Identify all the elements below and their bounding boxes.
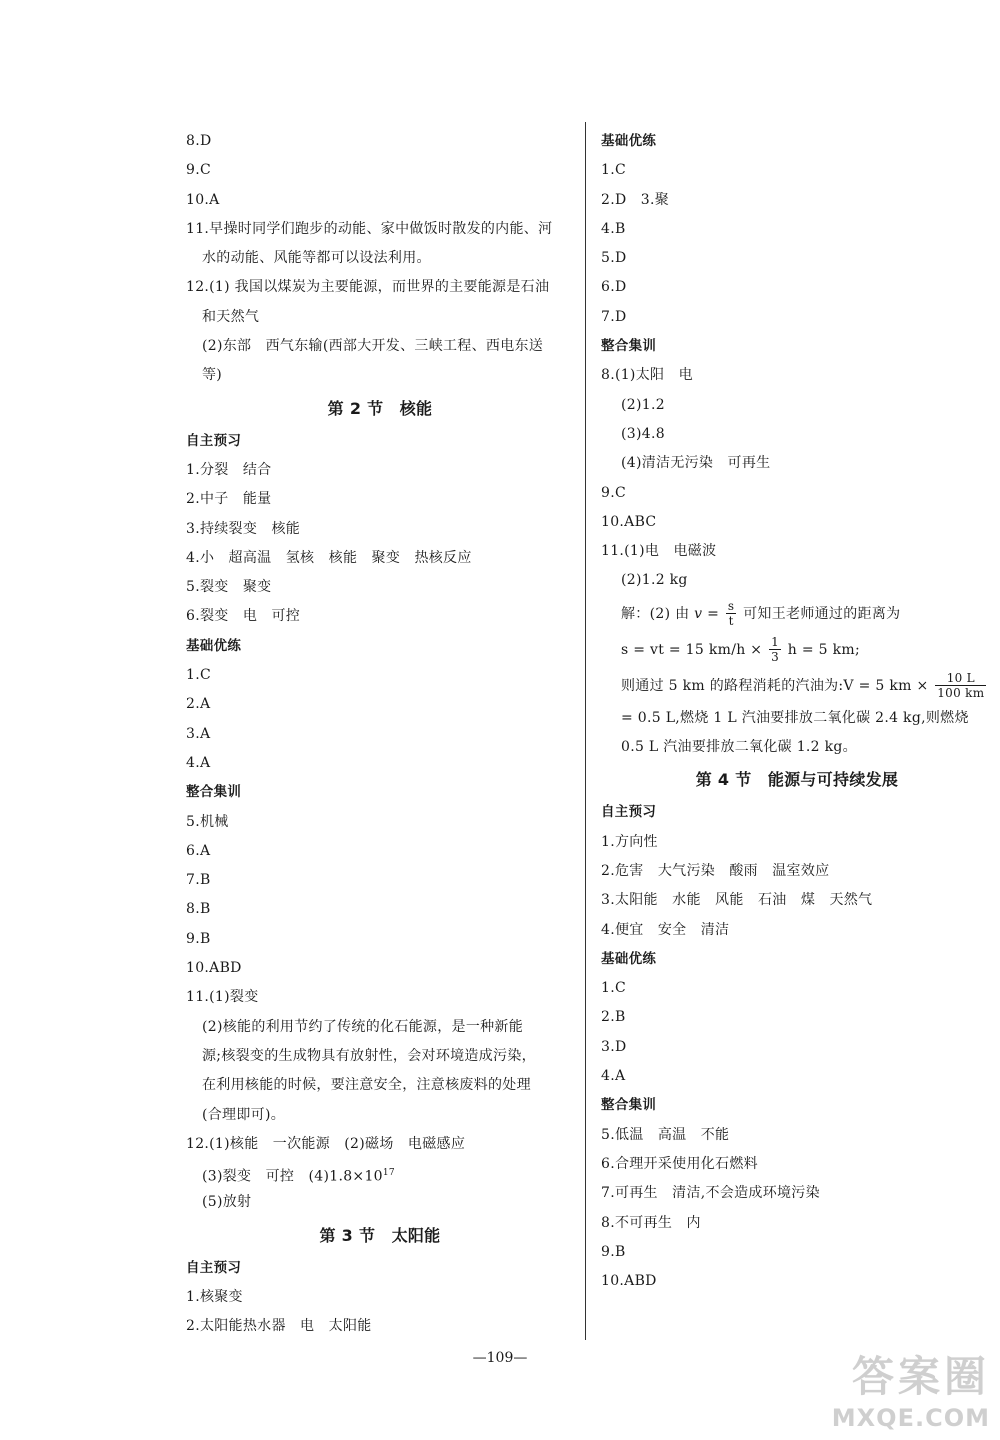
answer-line: 2.太阳能热水器 电 太阳能 [186,1318,372,1335]
subsection-heading: 自主预习 [601,804,657,821]
solution-text: h = 5 km; [783,641,860,658]
left-column [186,127,574,1342]
answer-line: (5)放射 [202,1194,252,1211]
fraction-numerator: s [727,599,735,614]
answer-line: 12.(1) 我国以煤炭为主要能源，而世界的主要能源是石油 [186,279,550,296]
answer-line: 5.D [601,250,627,267]
answer-line: 1.C [186,667,211,684]
fraction [935,671,986,700]
answer-line: 2.危害 大气污染 酸雨 温室效应 [601,862,830,879]
subsection-heading: 基础优练 [601,950,657,967]
subsection-heading: 整合集训 [186,784,242,801]
answer-line: 3.太阳能 水能 风能 石油 煤 天然气 [601,892,873,909]
answer-line: 5.低温 高温 不能 [601,1126,730,1143]
watermark-url: MXQE.COM [831,1404,990,1432]
column-divider [585,122,586,1340]
answer-line: 10.ABC [601,513,657,530]
solution-text: s = vt = 15 km/h × [621,641,763,658]
answer-line: 6.裂变 电 可控 [186,608,301,625]
answer-line: 9.B [186,930,211,947]
answer-line: 2.A [186,696,211,713]
answer-line: 1.分裂 结合 [186,461,272,478]
answer-line: 2.D 3.聚 [601,191,670,208]
answer-line: 源;核裂变的生成物具有放射性，会对环境造成污染， [202,1047,536,1064]
answer-line: 5.裂变 聚变 [186,579,272,596]
section-title: 第 2 节 核能 [327,398,433,418]
formula-text: v = [694,605,720,622]
answer-line: 和天然气 [202,308,260,325]
answer-line: 4.便宜 安全 清洁 [601,921,730,938]
answer-line: 9.B [601,1243,626,1260]
subsection-heading: 自主预习 [186,1259,242,1276]
section-title: 第 4 节 能源与可持续发展 [695,770,899,790]
solution-line: = 0.5 L,燃烧 1 L 汽油要排放二氧化碳 2.4 kg,则燃烧 [621,709,969,726]
fraction-denominator: 100 km [937,686,985,701]
answer-line: (2)1.2 kg [621,572,688,589]
answer-line: (合理即可)。 [202,1106,286,1123]
solution-text: 可知王老师通过的距离为 [738,605,901,622]
answer-line: 1.核聚变 [186,1288,243,1305]
answer-line: 12.(1)核能 一次能源 (2)磁场 电磁感应 [186,1135,466,1152]
answer-line: 10.A [186,191,220,208]
answer-line: 1.方向性 [601,833,658,850]
answer-line: (2)东部 西气东输(西部大开发、三峡工程、西电东送 [202,338,544,355]
fraction-numerator: 1 [771,635,780,650]
answer-text: (3)裂变 可控 (4)1.8×10 [202,1168,383,1185]
section-title: 第 3 节 太阳能 [319,1225,441,1245]
answer-line: 2.B [601,1009,626,1026]
answer-line: 10.ABD [601,1273,657,1290]
answer-line: 4.B [601,220,626,237]
solution-text: 则通过 5 km 的路程消耗的汽油为:V = 5 km × [621,677,929,694]
fraction-denominator: t [728,614,734,629]
answer-line: 7.D [601,308,627,325]
answer-line: 11.(1)裂变 [186,989,259,1006]
answer-line: 2.中子 能量 [186,491,272,508]
subsection-heading: 整合集训 [601,1097,657,1114]
answer-line: 9.C [601,484,626,501]
answer-line: 3.持续裂变 核能 [186,520,301,537]
answer-line: 8.B [186,901,211,918]
answer-line: 10.ABD [186,960,242,977]
answer-line: 8.(1)太阳 电 [601,367,693,384]
subsection-heading: 整合集训 [601,338,657,355]
answer-line: (4)清洁无污染 可再生 [621,455,771,472]
answer-line: 4.A [186,754,211,771]
answer-line: 8.D [186,133,212,149]
answer-line [186,1159,574,1188]
answer-line: (3)4.8 [621,425,665,442]
right-column [601,127,993,1296]
solution-line: 0.5 L 汽油要排放二氧化碳 1.2 kg。 [621,739,857,756]
fraction [769,635,781,664]
exponent: 17 [382,1168,395,1179]
answer-line: 9.C [186,162,211,179]
watermark-logo [800,1344,990,1436]
answer-line: 3.D [601,1038,627,1055]
page-number: —109— [472,1350,528,1366]
answer-line: 等) [202,367,223,384]
solution-line [601,596,993,632]
subsection-heading: 基础优练 [601,133,657,149]
answer-line: 4.小 超高温 氢核 核能 聚变 热核反应 [186,549,472,566]
answer-line: 6.合理开采使用化石燃料 [601,1155,758,1172]
answer-line: 6.A [186,842,211,859]
answer-line: 在利用核能的时候，要注意安全，注意核废料的处理 [202,1077,531,1094]
subsection-heading: 自主预习 [186,432,242,449]
answer-line: 7.可再生 清洁,不会造成环境污染 [601,1185,820,1202]
solution-line [601,668,993,704]
answer-line: 11.(1)电 电磁波 [601,543,717,560]
fraction-denominator: 3 [771,650,780,665]
fraction [726,599,736,628]
answer-line: 水的动能、风能等都可以设法利用。 [202,250,431,267]
answer-line: 4.A [601,1068,626,1085]
answer-line: 8.不可再生 内 [601,1214,701,1231]
answer-line: (2)核能的利用节约了传统的化石能源，是一种新能 [202,1018,524,1035]
fraction-numerator: 10 L [935,671,986,686]
answer-line: 1.C [601,162,626,179]
answer-line: 3.A [186,725,211,742]
answer-line: 6.D [601,279,627,296]
answer-line: 11.早操时同学们跑步的动能、家中做饭时散发的内能、河 [186,220,553,237]
solution-line [601,632,993,668]
answer-line: (2)1.2 [621,396,665,413]
answer-line: 1.C [601,980,626,997]
answer-line: 7.B [186,872,211,889]
subsection-heading: 基础优练 [186,637,242,654]
solution-text: 解：(2) 由 [621,605,695,622]
answer-line: 5.机械 [186,813,229,830]
watermark-text: 答案圈 [851,1352,990,1401]
